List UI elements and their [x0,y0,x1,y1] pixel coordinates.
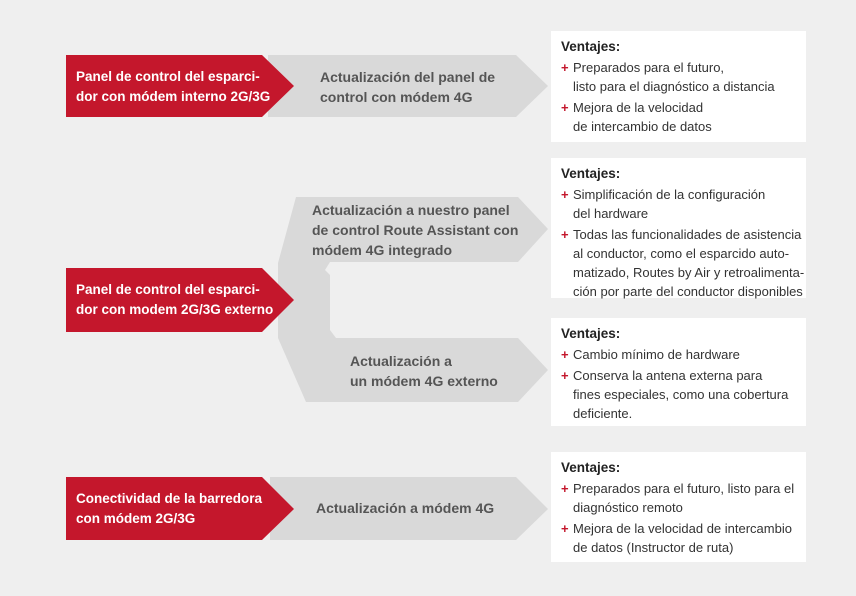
benefit-item: + Preparados para el futuro, listo para el diagnóstico a distancia [561,60,775,94]
benefit-title: Ventajes: [561,39,621,54]
source-label-2: Panel de control del esparci- dor con modem 2G/3G externo [76,282,274,317]
benefit-item: + Preparados para el futuro, listo para el diagnóstico remoto [561,481,795,515]
upgrade-label-2: Actualización a nuestro panel de control Route Assistant con módem 4G integrado [312,202,519,258]
benefit-item: + Cambio mínimo de hardware [561,347,740,362]
plus-icon: + [561,481,569,496]
plus-icon: + [561,521,569,536]
plus-icon: + [561,368,569,383]
plus-icon: + [561,60,569,75]
benefit-item: + Conserva la antena externa para fines especiales, como una cobertura deficiente. [561,368,789,421]
benefit-title: Ventajes: [561,326,621,341]
benefit-item: + Mejora de la velocidad de intercambio de datos [561,100,712,134]
benefit-box-2 [551,158,806,298]
upgrade-label-3: Actualización a un módem 4G externo [350,353,498,389]
upgrade-label-4: Actualización a módem 4G [316,500,495,516]
benefit-title: Ventajes: [561,460,621,475]
benefit-item: + Mejora de la velocidad de intercambio de datos (Instructor de ruta) [561,521,792,555]
benefit-item: + Todas las funcionalidades de asistencia al conductor, como el esparcido auto- matizado, Routes by Air y retroalimenta- ción por parte del conductor disponibles [561,227,805,299]
source-label-3: Conectividad de la barredora con módem 2G/3G [76,491,263,526]
benefit-box-3 [551,318,806,426]
plus-icon: + [561,187,569,202]
plus-icon: + [561,227,569,242]
upgrade-label-1: Actualización del panel de control con módem 4G [320,69,496,105]
benefit-box-1 [551,31,806,142]
benefit-item: + Simplificación de la configuración del hardware [561,187,766,221]
benefit-title: Ventajes: [561,166,621,181]
plus-icon: + [561,347,569,362]
plus-icon: + [561,100,569,115]
benefit-box-4 [551,452,806,562]
source-label-1: Panel de control del esparci- dor con módem interno 2G/3G [76,69,271,104]
